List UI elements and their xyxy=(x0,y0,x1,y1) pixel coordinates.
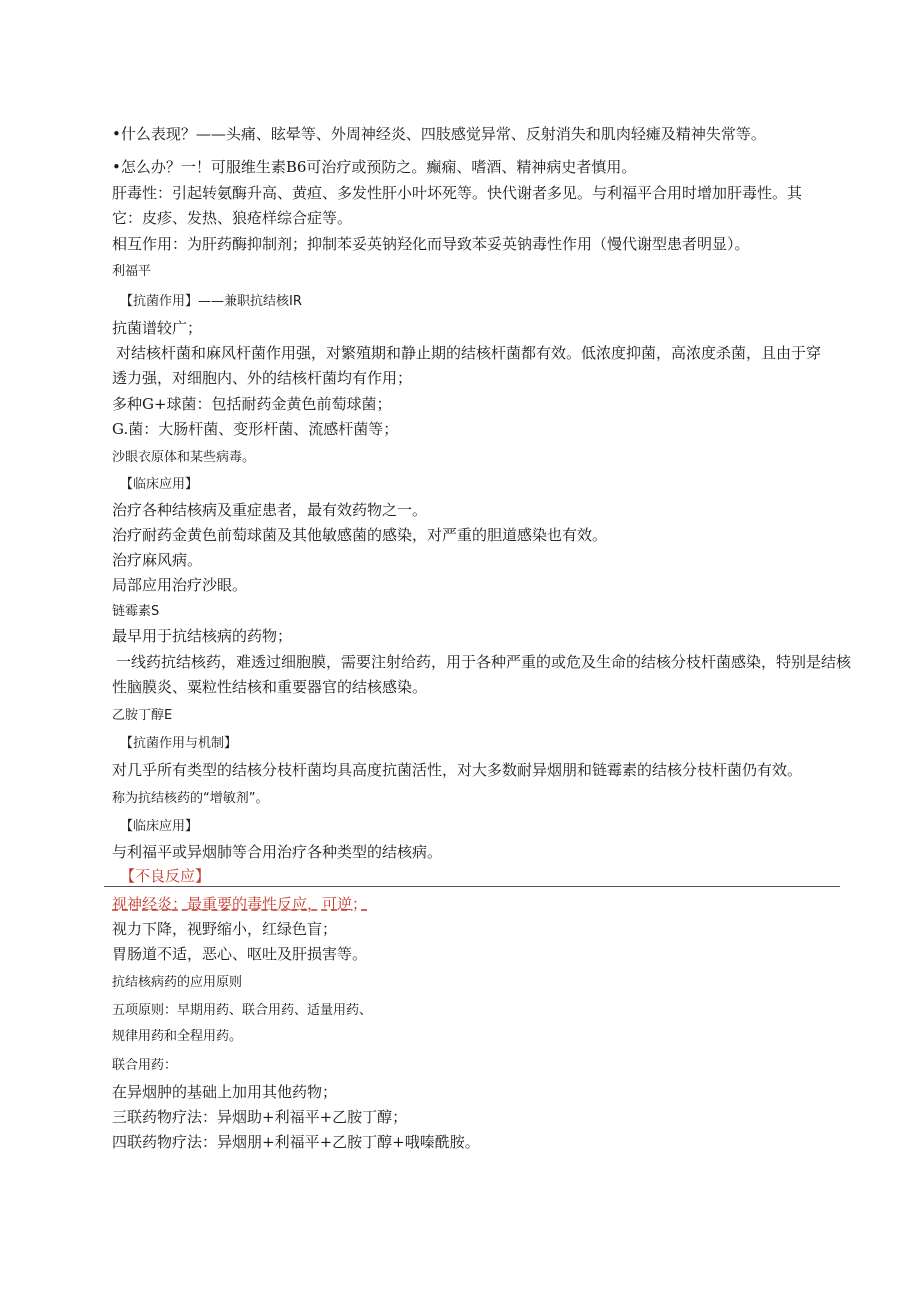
section-heading: 抗结核病药的应用原则 xyxy=(112,975,243,990)
divider xyxy=(104,886,840,887)
section-heading: 乙胺丁醇E xyxy=(112,708,173,723)
section-heading: 链霉素S xyxy=(112,604,160,619)
text-line: 对几乎所有类型的结核分枝杆菌均具高度抗菌活性，对大多数耐异烟朋和链霉素的结核分枝杆菌仍有效。 xyxy=(112,761,803,779)
subheading: 【抗菌作用】——兼职抗结核IR xyxy=(120,294,302,309)
text-line: 称为抗结核药的“增敏剂”。 xyxy=(112,791,269,806)
section-heading: 利福平 xyxy=(112,264,152,279)
text-line: G.菌：大肠杆菌、变形杆菌、流感杆菌等； xyxy=(112,420,399,438)
text-line: 抗菌谱较广； xyxy=(112,319,203,337)
text-line: 与利福平或异烟肺等合用治疗各种类型的结核病。 xyxy=(112,843,443,861)
text-line: •怎么办？一！可服维生素B6可治疗或预防之。癫痫、嗜酒、精神病史者慎用。 xyxy=(112,158,637,176)
text-line: 四联药物疗法：异烟朋+利福平+乙胺丁醇+哦嗪酰胺。 xyxy=(112,1133,480,1151)
text-line: 对结核杆菌和麻风杆菌作用强，对繁殖期和静止期的结核杆菌都有效。低浓度抑菌，高浓度杀菌，且由于穿 xyxy=(116,344,822,362)
adverse-reaction-heading: 【不良反应】 xyxy=(120,867,211,885)
text-line: 治疗麻风病。 xyxy=(112,551,203,569)
text-line: 五项原则：早期用药、联合用药、适量用药、 xyxy=(112,1003,373,1018)
text-line: 相互作用：为肝药酶抑制剂；抑制苯妥英钠羟化而导致苯妥英钠毒性作用（慢代谢型患者明显）。 xyxy=(112,235,750,253)
subheading: 【抗菌作用与机制】 xyxy=(120,736,238,751)
text-line: 治疗各种结核病及重症患者，最有效药物之一。 xyxy=(112,501,428,519)
text-line: 局部应用治疗沙眼。 xyxy=(112,576,248,594)
text-line: 它：皮疹、发热、狼疮样综合症等。 xyxy=(112,209,353,227)
text-line: 一线药抗结核药，难透过细胞膜，需要注射给药，用于各种严重的或危及生命的结核分枝杆菌感染，特别是结核 xyxy=(116,653,852,671)
text-line: 三联药物疗法：异烟助+利福平+乙胺丁醇； xyxy=(112,1108,408,1126)
text-line: 多种G+球菌：包括耐药金黄色前萄球菌； xyxy=(112,395,392,413)
text-line: •什么表现？——头痛、眩晕等、外周神经炎、四肢感觉异常、反射消失和肌肉轻瘫及精神失常等。 xyxy=(112,125,766,143)
text-line: 最早用于抗结核病的药物； xyxy=(112,627,293,645)
text-line: 沙眼衣原体和某些病毒。 xyxy=(112,450,256,465)
subheading: 【临床应用】 xyxy=(120,477,199,492)
text-line: 规律用药和全程用药。 xyxy=(112,1029,243,1044)
text-line: 视力下降，视野缩小，红绿色盲； xyxy=(112,920,338,938)
text-line: 胃肠道不适，恶心、呕吐及肝损害等。 xyxy=(112,945,368,963)
text-line: 性脑膜炎、粟粒性结核和重要器官的结核感染。 xyxy=(112,678,428,696)
text-line: 治疗耐药金黄色前萄球菌及其他敏感菌的感染，对严重的胆道感染也有效。 xyxy=(112,526,608,544)
text-line: 在异烟肿的基础上加用其他药物； xyxy=(112,1083,338,1101)
highlighted-line: 视神经炎：最重要的毒性反应，可逆； xyxy=(112,895,368,913)
section-heading: 联合用药： xyxy=(112,1058,178,1073)
text-line: 肝毒性：引起转氨酶升高、黄疸、多发性肝小叶坏死等。快代谢者多见。与利福平合用时增加肝毒性。其 xyxy=(112,184,803,202)
subheading: 【临床应用】 xyxy=(120,819,199,834)
text-line: 透力强，对细胞内、外的结核杆菌均有作用； xyxy=(112,369,413,387)
